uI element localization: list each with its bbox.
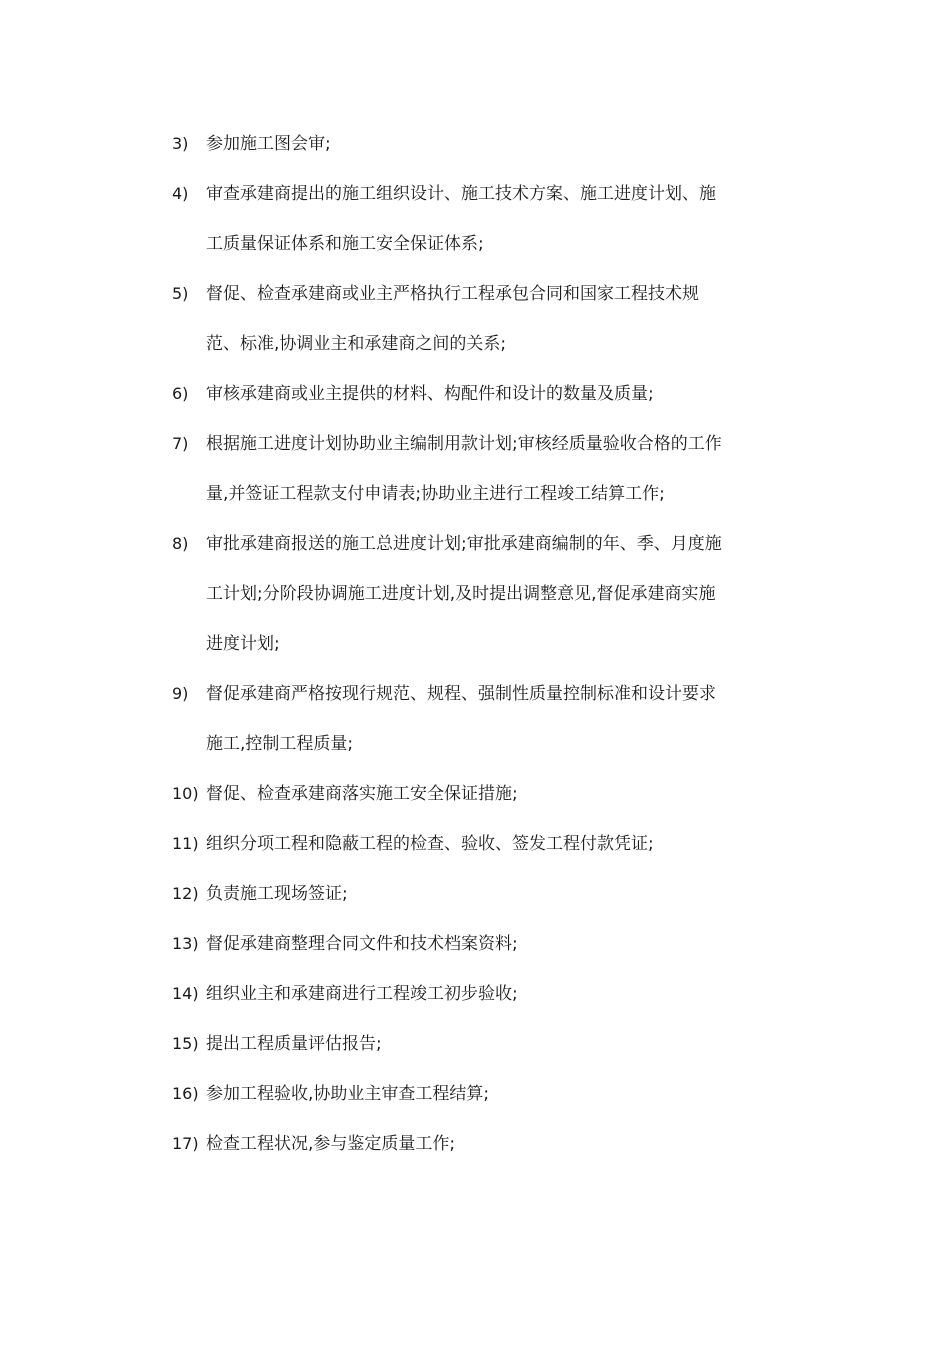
- item-number: 7): [172, 434, 189, 453]
- list-item: [172, 119, 732, 169]
- item-text: 参加施工图会审;: [206, 134, 331, 154]
- item-text: 督促承建商整理合同文件和技术档案资料;: [206, 934, 518, 954]
- item-text: 督促、检查承建商或业主严格执行工程承包合同和国家工程技术规范、标准,协调业主和承建商之间的关系;: [206, 284, 699, 354]
- item-text: 审核承建商或业主提供的材料、构配件和设计的数量及质量;: [206, 384, 654, 404]
- item-number: 11): [172, 834, 199, 853]
- item-number: 6): [172, 384, 189, 403]
- item-text: 提出工程质量评估报告;: [206, 1034, 382, 1054]
- list-item: [172, 369, 732, 419]
- item-text: 参加工程验收,协助业主审查工程结算;: [206, 1084, 490, 1104]
- duty-list: [172, 119, 732, 1169]
- item-number: 16): [172, 1084, 199, 1103]
- item-number: 14): [172, 984, 199, 1003]
- list-item: [172, 1019, 732, 1069]
- list-item: [172, 819, 732, 869]
- item-text: 审批承建商报送的施工总进度计划;审批承建商编制的年、季、月度施工计划;分阶段协调施工进度计划,及时提出调整意见,督促承建商实施进度计划;: [206, 534, 722, 654]
- list-item: [172, 669, 732, 769]
- item-number: 15): [172, 1034, 199, 1053]
- list-item: [172, 1119, 732, 1169]
- item-text: 根据施工进度计划协助业主编制用款计划;审核经质量验收合格的工作量,并签证工程款支付申请表;协助业主进行工程竣工结算工作;: [206, 434, 722, 504]
- list-item: [172, 869, 732, 919]
- list-item: [172, 269, 732, 369]
- item-text: 检查工程状况,参与鉴定质量工作;: [206, 1134, 456, 1154]
- item-number: 4): [172, 184, 189, 203]
- list-item: [172, 519, 732, 669]
- item-text: 督促、检查承建商落实施工安全保证措施;: [206, 784, 518, 804]
- item-number: 10): [172, 784, 199, 803]
- item-number: 13): [172, 934, 199, 953]
- item-text: 组织业主和承建商进行工程竣工初步验收;: [206, 984, 518, 1004]
- list-item: [172, 1069, 732, 1119]
- item-text: 督促承建商严格按现行规范、规程、强制性质量控制标准和设计要求施工,控制工程质量;: [206, 684, 716, 754]
- list-item: [172, 919, 732, 969]
- list-item: [172, 769, 732, 819]
- item-number: 3): [172, 134, 189, 153]
- item-number: 8): [172, 534, 189, 553]
- item-number: 12): [172, 884, 199, 903]
- item-number: 9): [172, 684, 189, 703]
- list-item: [172, 969, 732, 1019]
- item-text: 负责施工现场签证;: [206, 884, 348, 904]
- item-number: 17): [172, 1134, 199, 1153]
- list-item: [172, 419, 732, 519]
- item-text: 审查承建商提出的施工组织设计、施工技术方案、施工进度计划、施工质量保证体系和施工安全保证体系;: [206, 184, 716, 254]
- item-text: 组织分项工程和隐蔽工程的检查、验收、签发工程付款凭证;: [206, 834, 654, 854]
- item-number: 5): [172, 284, 189, 303]
- list-item: [172, 169, 732, 269]
